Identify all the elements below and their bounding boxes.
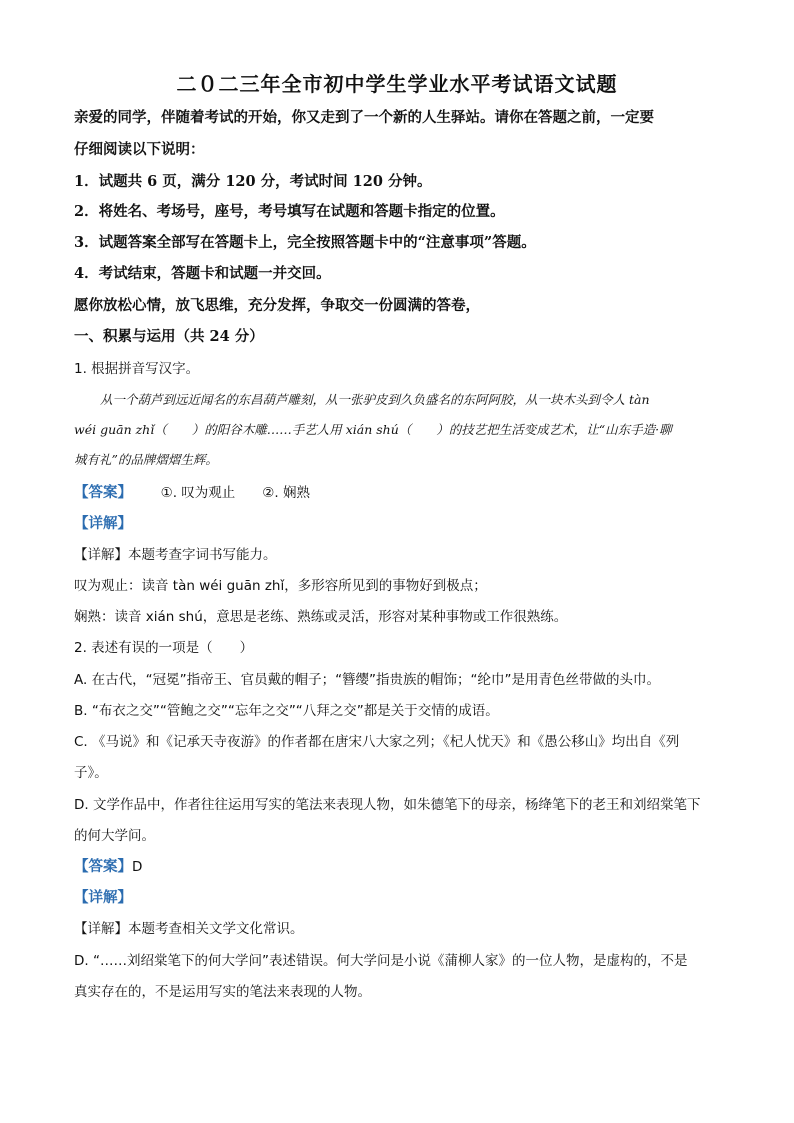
intro-line-2: 仔细阅读以下说明：	[74, 141, 205, 158]
q2-detail-line-1: 【详解】本题考查相关文学文化常识。	[74, 921, 304, 937]
q1-detail-line-3: 娴熟：读音 xián shú，意思是老练、熟练或灵活，形容对某种事物或工作很熟练。	[74, 609, 568, 625]
q1-stem: 1. 根据拼音写汉字。	[74, 361, 200, 377]
q1-passage-line-1: 从一个葫芦到远近闻名的东昌葫芦雕刻，从一张驴皮到久负盛名的东阿阿胶，从一块木头到令人 tàn	[100, 392, 650, 407]
q2-answer-label: 【答案】	[74, 858, 132, 875]
q2-answer	[74, 857, 724, 877]
q2-option-c-cont: 子》。	[74, 765, 108, 781]
q2-option-d-cont: 的何大学问。	[74, 828, 155, 844]
q2-stem: 2. 表述有误的一项是（ ）	[74, 640, 254, 656]
q2-detail-line-2: D. “……刘绍棠笔下的何大学问”表述错误。何大学问是小说《蒲柳人家》的一位人物，是虚构的，不是	[74, 953, 688, 969]
q2-option-d: D. 文学作品中，作者往往运用写实的笔法来表现人物，如朱德笔下的母亲，杨绛笔下的老王和刘绍棠笔下	[74, 797, 701, 813]
q2-detail-label: 【详解】	[74, 889, 132, 906]
rule-1: 1．试题共 6 页，满分 120 分，考试时间 120 分钟。	[74, 173, 432, 190]
q1-answer-label: 【答案】	[74, 484, 132, 501]
rule-4: 4．考试结束，答题卡和试题一并交回。	[74, 265, 331, 282]
intro-line-1: 亲爱的同学，伴随着考试的开始，你又走到了一个新的人生驿站。请你在答题之前，一定要	[74, 109, 654, 126]
q1-detail-line-1: 【详解】本题考查字词书写能力。	[74, 547, 277, 563]
section-heading: 一、积累与运用（共 24 分）	[74, 328, 264, 345]
q2-answer-text: D	[132, 859, 143, 875]
q1-detail-label: 【详解】	[74, 515, 132, 532]
q2-option-c: C. 《马说》和《记承天寺夜游》的作者都在唐宋八大家之列；《杞人忧天》和《愚公移山》均出自《列	[74, 734, 680, 750]
q2-option-b: B. “布衣之交”“管鲍之交”“忘年之交”“八拜之交”都是关于交情的成语。	[74, 703, 499, 719]
q1-passage-line-3: 城有礼”的品牌熠熠生辉。	[74, 452, 218, 467]
page-title: 二０二三年全市初中学生学业水平考试语文试题	[176, 72, 618, 96]
q1-detail-line-2: 叹为观止：读音 tàn wéi guān zhǐ，多形容所见到的事物好到极点；	[74, 578, 487, 594]
q1-answer	[74, 483, 724, 503]
intro-wish: 愿你放松心情，放飞思维，充分发挥，争取交一份圆满的答卷，	[74, 297, 480, 314]
q2-detail-line-3: 真实存在的，不是运用写实的笔法来表现的人物。	[74, 984, 371, 1000]
rule-2: 2．将姓名、考场号，座号，考号填写在试题和答题卡指定的位置。	[74, 203, 505, 220]
rule-3: 3．试题答案全部写在答题卡上，完全按照答题卡中的“注意事项”答题。	[74, 234, 536, 251]
q1-passage-line-2: wéi guān zhǐ（ ）的阳谷木雕……手艺人用 xián shú（ ）的技艺把生活变成艺术，让“山东手造·聊	[74, 422, 672, 437]
q1-answer-text: ①. 叹为观止 ②. 娴熟	[160, 485, 310, 501]
q2-option-a: A. 在古代，“冠冕”指帝王、官员戴的帽子；“簪缨”指贵族的帽饰；“纶巾”是用青色丝带做的头巾。	[74, 672, 661, 688]
